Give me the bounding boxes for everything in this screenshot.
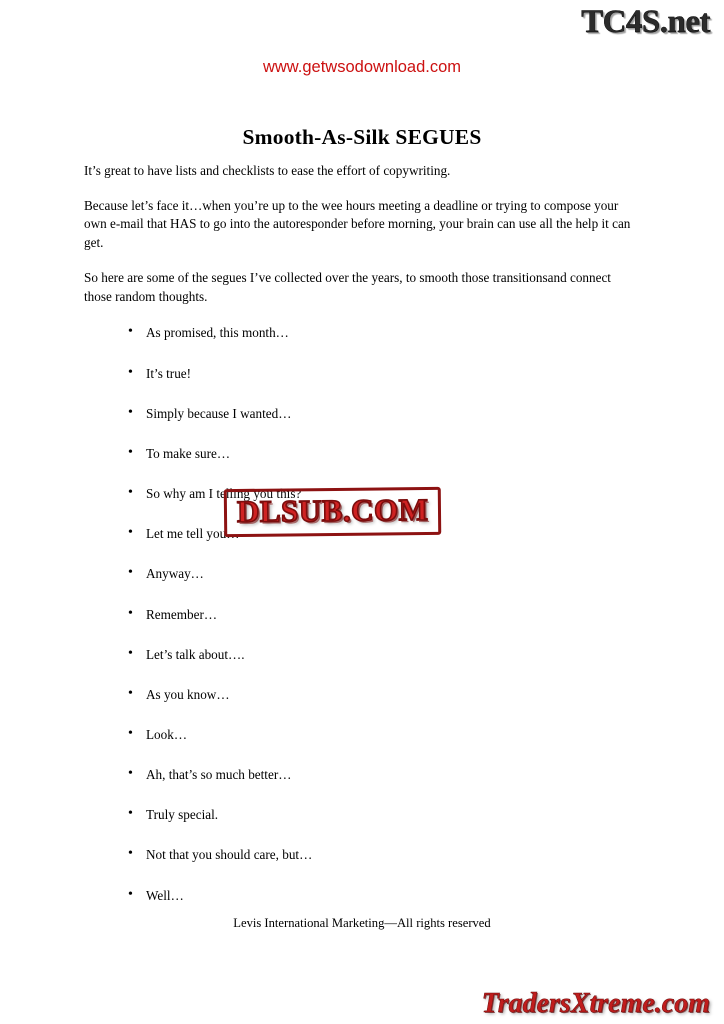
list-item [128,887,640,904]
paragraph-3: So here are some of the segues I’ve collected over the years, to smooth those transitionsand connect those random thoughts. [84,269,611,304]
segues-list [84,324,640,903]
list-item-label: To make sure… [146,445,231,461]
bullet-icon: • [128,565,133,581]
bullet-icon: • [128,364,133,380]
list-item [128,686,640,703]
bullet-icon: • [128,605,133,621]
list-item-label: Well… [146,887,184,903]
paragraph-2: Because let’s face it…when you’re up to the wee hours meeting a deadline or trying to compose your own e-mail that HAS to go into the autoresponder before morning, your brain can use all the help it can get. [84,197,631,251]
list-item-label: As you know… [146,686,230,702]
bullet-icon: • [128,725,133,741]
bullet-icon: • [128,806,133,822]
list-item [128,565,640,582]
list-item [128,606,640,623]
list-item-label: Truly special. [146,807,219,823]
list-item-label: Simply because I wanted… [146,405,292,421]
list-item-label: So why am I telling you this? [146,486,302,502]
bullet-icon: • [128,404,133,420]
watermark-center-stamp-label: DLSUB.COM [224,487,442,537]
bullet-icon: • [128,846,133,862]
watermark-top-right: TC4S.net [581,4,710,40]
list-item-label: Let me tell you… [146,526,240,542]
bullet-icon: • [128,886,133,902]
bullet-icon: • [128,645,133,661]
page-title: Smooth-As-Silk SEGUES [242,125,482,149]
watermark-center-stamp [224,487,442,537]
list-item [128,726,640,743]
bullet-icon: • [128,324,133,340]
list-item [128,365,640,382]
list-item-label: Remember… [146,606,218,622]
list-item [128,324,640,341]
list-item-label: Let’s talk about…. [146,646,245,662]
paragraph-1: It’s great to have lists and checklists to ease the effort of copywriting. [84,163,451,178]
list-item [128,766,640,783]
list-item-label: As promised, this month… [146,325,289,341]
list-item [128,646,640,663]
list-item-label: Not that you should care, but… [146,847,313,863]
list-item-label: Ah, that’s so much better… [146,767,292,783]
list-item [128,445,640,462]
site-url-text: www.getwsodownload.com [262,58,462,76]
bullet-icon: • [128,444,133,460]
list-item-label: Look… [146,726,188,742]
list-item [128,806,640,823]
document-footer: Levis International Marketing—All rights reserved [233,916,491,930]
list-item-label: It’s true! [146,365,192,381]
bullet-icon: • [128,525,133,541]
bullet-icon: • [128,766,133,782]
bullet-icon: • [128,685,133,701]
list-item [128,405,640,422]
watermark-bottom-right: TradersXtreme.com [481,988,710,1019]
list-item [128,846,640,863]
list-item-label: Anyway… [146,566,204,582]
bullet-icon: • [128,485,133,501]
